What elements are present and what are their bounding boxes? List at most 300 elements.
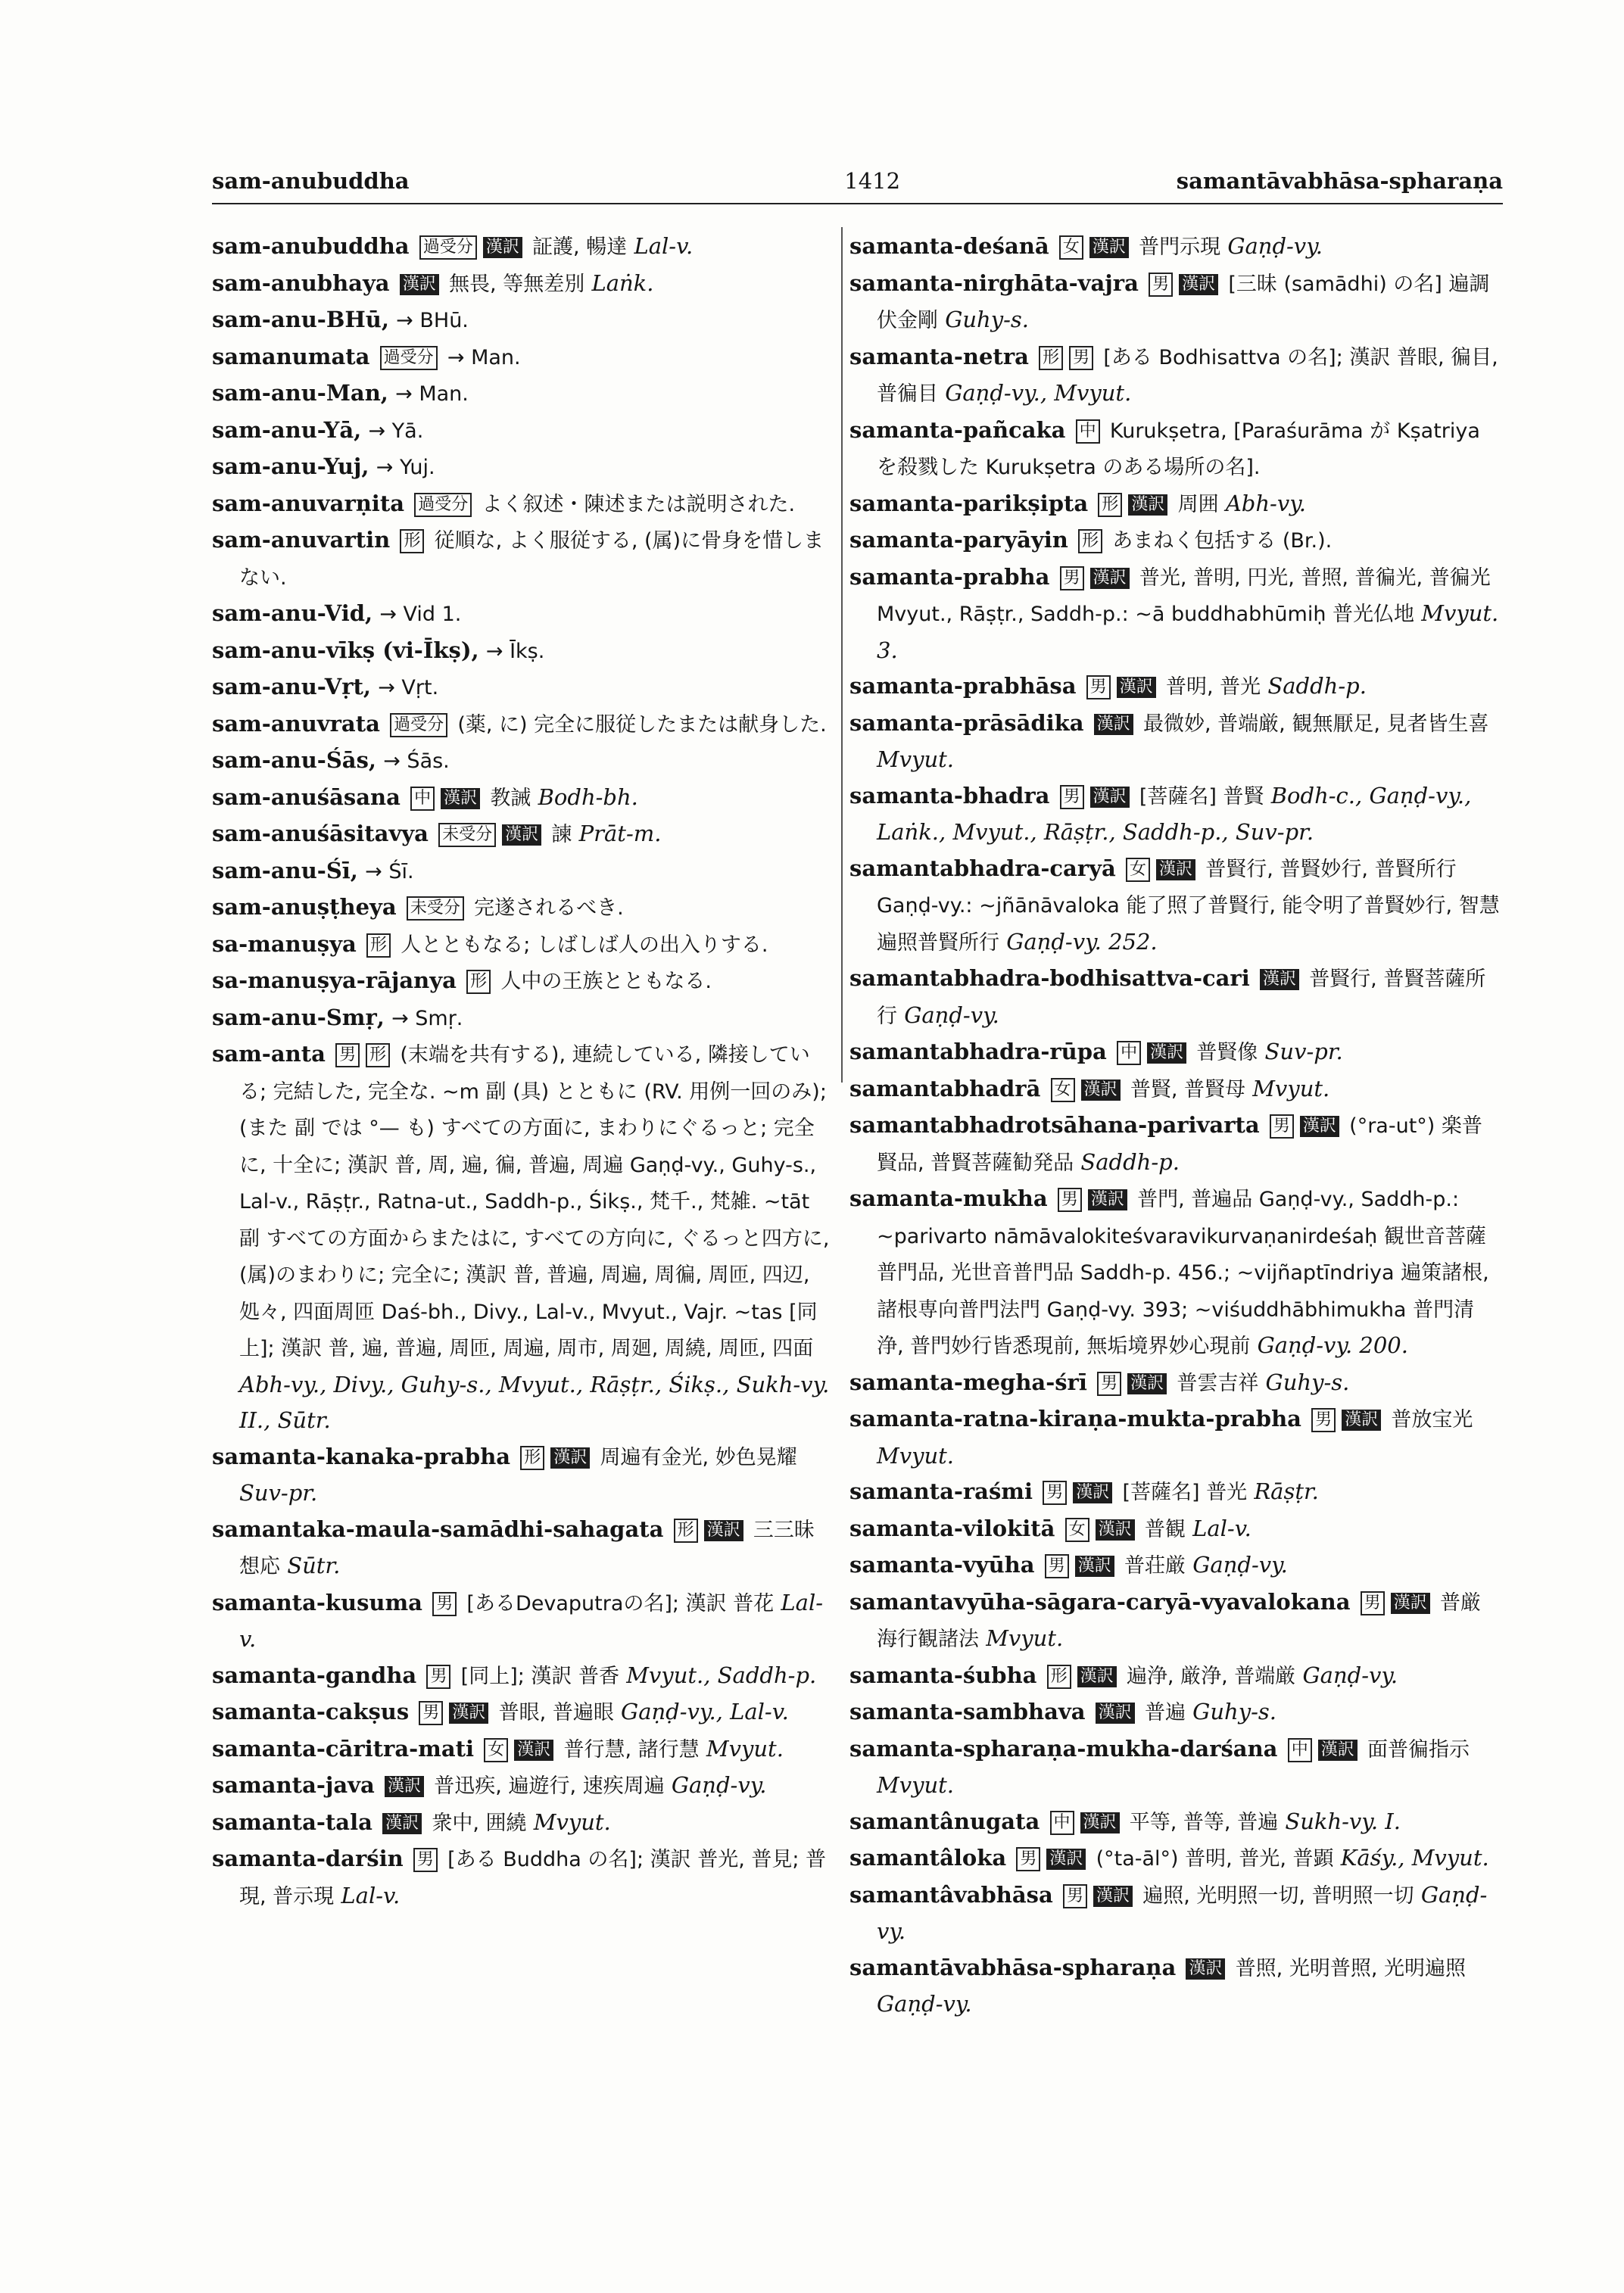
grammar-label: 中: [1076, 419, 1100, 444]
grammar-label: 形: [366, 933, 391, 958]
dictionary-entry: [849, 413, 1501, 486]
grammar-label: 男: [419, 1701, 443, 1725]
definition: Kurukṣetra, [Paraśurāma が Kṣatriya を殺戮した Kurukṣetra のある場所の名].: [877, 419, 1480, 479]
headword: samantāvabhāsa-spharaṇa: [849, 1954, 1177, 1980]
definition: 完遂されるべき.: [474, 896, 624, 920]
grammar-label: 男: [1311, 1408, 1336, 1432]
dictionary-entry: [212, 1658, 833, 1695]
definition: 普雲吉祥: [1177, 1371, 1259, 1395]
definition: → Yuj.: [376, 456, 435, 479]
headword: samanta-deśanā: [849, 233, 1049, 259]
running-head: [212, 168, 1503, 194]
headword: sam-anubuddha: [212, 233, 410, 259]
header-rule: [212, 203, 1503, 204]
definition: 平等, 普等, 普遍: [1129, 1810, 1279, 1834]
headword: sam-anuśāsitavya: [212, 821, 429, 846]
definition: 無畏, 等無差別: [449, 272, 585, 296]
dictionary-entry: [849, 778, 1501, 851]
dictionary-entry: [849, 1034, 1501, 1071]
source-citation: Mvyut.: [533, 1809, 611, 1835]
headword: sam-anu-Man,: [212, 380, 388, 406]
definition: 面普徧指示: [1367, 1737, 1470, 1762]
grammar-label: 男: [1016, 1847, 1040, 1871]
grammar-label: 男: [1270, 1114, 1294, 1139]
headword: sam-anu-Yuj,: [212, 453, 369, 479]
dictionary-entry: [849, 961, 1501, 1034]
grammar-label: 中: [1050, 1811, 1074, 1835]
definition: 普門示現: [1139, 235, 1221, 259]
definition: [同上]; 漢訳 普香: [460, 1664, 620, 1688]
translation-tag: 漢訳: [704, 1520, 743, 1541]
dictionary-entry: [849, 229, 1501, 266]
grammar-label: 中: [410, 787, 435, 811]
definition: → Vid 1.: [379, 603, 462, 626]
definition: 教誡: [490, 786, 531, 810]
headword: sam-anu-Śī,: [212, 857, 358, 883]
grammar-label: 男: [1058, 1188, 1082, 1212]
headword: sa-manuṣya-rājanya: [212, 967, 457, 993]
running-head-left: sam-anubuddha: [212, 168, 410, 194]
headword: samanta-kusuma: [212, 1589, 422, 1615]
grammar-label: 女: [1051, 1078, 1075, 1102]
source-citation: Mvyut.: [877, 746, 955, 772]
grammar-label: 形: [520, 1446, 544, 1470]
source-citation: Mvyut.: [706, 1735, 784, 1762]
headword: samanta-megha-śrī: [849, 1369, 1087, 1395]
source-citation: Mvyut.: [986, 1625, 1064, 1651]
grammar-label: 過受分: [419, 235, 477, 260]
source-citation: Guhy-s.: [945, 307, 1030, 332]
headword: samanta-ratna-kiraṇa-mukta-prabha: [849, 1406, 1301, 1432]
source-citation: Kāśy., Mvyut.: [1340, 1845, 1489, 1871]
definition: → Īkṣ.: [485, 639, 545, 663]
definition: 諫: [551, 823, 572, 846]
source-citation: Gaṇḍ-vy.: [904, 1002, 999, 1028]
definition: → Smṛ.: [391, 1006, 463, 1030]
translation-tag: 漢訳: [1300, 1116, 1339, 1137]
grammar-label: 男: [1097, 1372, 1121, 1396]
definition: [菩薩名] 普賢: [1139, 784, 1264, 808]
definition: 最微妙, 普端厳, 観無厭足, 見者皆生喜: [1143, 712, 1489, 736]
dictionary-entry: [849, 1511, 1501, 1548]
definition: 遍浄, 厳浄, 普端厳: [1126, 1664, 1296, 1688]
grammar-label: 女: [1126, 858, 1150, 882]
running-head-right: samantāvabhāsa-spharaṇa: [1176, 168, 1503, 194]
translation-tag: 漢訳: [1081, 1080, 1121, 1101]
headword: samanta-raśmi: [849, 1478, 1033, 1504]
source-citation: Lal-v.: [239, 1589, 824, 1652]
translation-tag: 漢訳: [1117, 677, 1156, 698]
definition: (末端を共有する), 連続している, 隣接している; 完結した, 完全な. ~m 副 (具) とともに (RV. 用例一回のみ); (また 副 では °— も) すべての方面に, まわりにぐるっと; 完全に, 十全に; 漢訳 普, 周, 遍, 徧, 普遍, 周遍 Gaṇḍ-vy., Guhy-s., Lal-v., Rāṣṭr., Ratna-ut., Saddh-p., Śikṣ., 梵千., 梵雑. ~tāt 副 すべての方面からまたはに, すべての方向に, ぐるっと四方に, (属)のまわりに; 完全に; 漢訳 普, 普遍, 周遍, 周徧, 周匝, 四辺, 処々, 四面周匝 Daś-bh., Divy., Lal-v., Mvyut., Vajr. ~tas [同上]; 漢訳 普, 遍, 普遍, 周匝, 周遍, 周市, 周廻, 周繞, 周匝, 四面: [239, 1043, 830, 1360]
dictionary-entry: [212, 780, 833, 817]
translation-tag: 漢訳: [514, 1740, 553, 1761]
headword: samanta-vyūha: [849, 1552, 1035, 1578]
definition: 普賢行, 普賢妙行, 普賢所行 Gaṇḍ-vy.: ~jñānāvaloka 能了照了普賢行, 能令明了普賢妙行, 智慧遍照普賢所行: [877, 857, 1500, 955]
source-citation: Prāt-m.: [578, 821, 662, 846]
headword: samanta-śubha: [849, 1662, 1037, 1688]
translation-tag: 漢訳: [1127, 1373, 1167, 1394]
headword: samantabhadrā: [849, 1075, 1041, 1101]
definition: 普迅疾, 遍遊行, 速疾周遍: [434, 1774, 665, 1798]
dictionary-entry: [212, 413, 833, 450]
headword: samanta-netra: [849, 343, 1029, 369]
dictionary-entry: [849, 1474, 1501, 1511]
translation-tag: 漢訳: [1073, 1482, 1112, 1503]
dictionary-entry: [849, 851, 1501, 961]
definition: 普明, 普光: [1165, 675, 1261, 699]
grammar-label: 男: [1060, 785, 1084, 809]
dictionary-entry: [212, 963, 833, 1000]
grammar-label: 女: [1059, 235, 1083, 260]
source-citation: Gaṇḍ-vy.: [1227, 233, 1323, 259]
translation-tag: 漢訳: [385, 1776, 424, 1797]
source-citation: Gaṇḍ-vy.: [877, 1881, 1488, 1944]
dictionary-entry: [212, 449, 833, 486]
translation-tag: 漢訳: [1147, 1042, 1186, 1064]
column-divider: [841, 227, 843, 1083]
headword: sam-anu-Vṛt,: [212, 674, 371, 699]
headword: sam-anubhaya: [212, 269, 390, 296]
definition: 普遍: [1144, 1701, 1186, 1724]
left-column: [212, 229, 833, 1914]
dictionary-entry: [212, 1731, 833, 1768]
headword: sam-anuvrata: [212, 710, 380, 737]
dictionary-entry: [849, 1694, 1501, 1731]
headword: sam-anu-Śās,: [212, 747, 376, 773]
dictionary-entry: [212, 266, 833, 303]
dictionary-entry: [849, 1365, 1501, 1402]
grammar-label: 未受分: [438, 823, 496, 847]
grammar-label: 男: [1361, 1591, 1385, 1615]
headword: samanta-prabha: [849, 563, 1050, 590]
source-citation: Mvyut.: [877, 1442, 955, 1469]
grammar-label: 男: [413, 1848, 438, 1872]
headword: samantaka-maula-samādhi-sahagata: [212, 1516, 664, 1542]
headword: samanta-vilokitā: [849, 1515, 1055, 1541]
dictionary-entry: [849, 1108, 1501, 1181]
dictionary-entry: [212, 302, 833, 339]
definition: [あるDevaputraの名]; 漢訳 普花: [466, 1591, 775, 1615]
source-citation: Saddh-p.: [1080, 1148, 1180, 1175]
definition: 人とともなる; しばしば人の出入りする.: [401, 933, 768, 957]
definition: 普荘厳: [1124, 1554, 1186, 1578]
definition: 三三昧想応: [239, 1518, 815, 1578]
source-citation: Bodh-c., Gaṇḍ-vy., Laṅk., Mvyut., Rāṣṭr., Saddh-p., Suv-pr.: [877, 782, 1472, 845]
headword: samanta-prabhāsa: [849, 673, 1077, 699]
translation-tag: 漢訳: [1128, 494, 1167, 516]
definition: 普賢像: [1196, 1041, 1258, 1064]
headword: samanta-pañcaka: [849, 416, 1066, 443]
dictionary-entry: [849, 1731, 1501, 1804]
translation-tag: 漢訳: [449, 1703, 488, 1724]
translation-tag: 漢訳: [1186, 1958, 1225, 1980]
grammar-label: 男: [426, 1665, 450, 1689]
translation-tag: 漢訳: [550, 1447, 590, 1469]
definition: 普観: [1144, 1517, 1186, 1541]
source-citation: Guhy-s.: [1265, 1369, 1350, 1395]
source-citation: Mvyut.: [877, 1772, 955, 1798]
source-citation: Lal-v.: [634, 233, 694, 259]
source-citation: Laṅk.: [591, 269, 654, 296]
headword: samanta-nirghāta-vajra: [849, 269, 1139, 296]
grammar-label: 形: [1098, 493, 1122, 517]
grammar-label: 男: [432, 1592, 457, 1616]
grammar-label: 男: [1149, 273, 1173, 297]
dictionary-entry: [212, 1841, 833, 1914]
source-citation: Gaṇḍ-vy.: [671, 1772, 767, 1798]
definition: → Man.: [395, 382, 469, 406]
headword: samantavyūha-sāgara-caryā-vyavalokana: [849, 1588, 1351, 1615]
dictionary-entry: [212, 1768, 833, 1805]
grammar-label: 形: [1047, 1665, 1071, 1689]
dictionary-entry: [849, 1401, 1501, 1474]
headword: samanta-java: [212, 1772, 375, 1798]
translation-tag: 漢訳: [1391, 1593, 1430, 1614]
headword: sam-anu-Smṛ,: [212, 1004, 385, 1030]
translation-tag: 漢訳: [1260, 969, 1299, 990]
grammar-label: 過受分: [390, 713, 447, 737]
headword: samanta-gandha: [212, 1662, 417, 1688]
grammar-label: 形: [466, 970, 491, 994]
dictionary-entry: [849, 1658, 1501, 1695]
headword: sam-anuvarṇita: [212, 490, 405, 516]
source-citation: Suv-pr.: [239, 1480, 318, 1506]
translation-tag: 漢訳: [1080, 1812, 1120, 1833]
dictionary-entry: [212, 1805, 833, 1842]
headword: samantâloka: [849, 1845, 1007, 1871]
translation-tag: 漢訳: [1088, 1189, 1127, 1210]
definition: 証護, 暢達: [532, 235, 628, 259]
definition: → Man.: [447, 345, 521, 369]
source-citation: Gaṇḍ-vy., Lal-v.: [621, 1699, 789, 1724]
headword: samanta-kanaka-prabha: [212, 1443, 511, 1469]
dictionary-entry: [849, 559, 1501, 669]
translation-tag: 漢訳: [1156, 859, 1195, 880]
grammar-label: 男: [1063, 1884, 1087, 1908]
translation-tag: 漢訳: [1318, 1740, 1357, 1761]
definition: 普賢行, 普賢菩薩所行: [877, 967, 1486, 1028]
headword: samanumata: [212, 343, 370, 369]
source-citation: Lal-v.: [1192, 1515, 1252, 1541]
headword: samantabhadra-caryā: [849, 855, 1116, 881]
translation-tag: 漢訳: [1075, 1556, 1114, 1577]
source-citation: Rāṣṭr.: [1254, 1478, 1319, 1504]
dictionary-entry: [212, 743, 833, 780]
definition: [菩薩名] 普光: [1122, 1481, 1248, 1504]
dictionary-entry: [212, 927, 833, 964]
translation-tag: 漢訳: [1090, 568, 1130, 589]
dictionary-entry: [849, 266, 1501, 339]
source-citation: Lal-v.: [341, 1882, 401, 1908]
grammar-label: 女: [1065, 1518, 1089, 1542]
definition: 周囲: [1177, 492, 1219, 516]
dictionary-entry: [212, 486, 833, 523]
definition: 普光, 普明, 円光, 普照, 普徧光, 普徧光 Mvyut., Rāṣṭr., Saddh-p.: ~ā buddhabhūmiḥ 普光仏地: [877, 565, 1491, 626]
grammar-label: 中: [1117, 1041, 1141, 1065]
grammar-label: 女: [484, 1738, 508, 1762]
definition: 従順な, よく服従する, (属)に骨身を惜しまない.: [239, 529, 824, 590]
dictionary-entry: [212, 522, 833, 596]
headword: sam-anu-Vid,: [212, 600, 373, 626]
translation-tag: 漢訳: [1093, 1886, 1133, 1907]
headword: samanta-parikṣipta: [849, 490, 1089, 516]
headword: samanta-paryāyin: [849, 527, 1068, 553]
headword: sam-anu-Yā,: [212, 416, 362, 443]
right-column: [849, 229, 1501, 2023]
definition: 周遍有金光, 妙色晃耀: [600, 1445, 797, 1469]
definition: (薬, に) 完全に服従したまたは献身した.: [457, 712, 827, 737]
headword: samanta-cakṣus: [212, 1699, 410, 1724]
dictionary-entry: [849, 339, 1501, 413]
dictionary-entry: [212, 853, 833, 890]
dictionary-entry: [849, 486, 1501, 523]
headword: samanta-prāsādika: [849, 709, 1084, 736]
definition: 普賢, 普賢母: [1130, 1077, 1246, 1101]
translation-tag: 漢訳: [1342, 1410, 1381, 1431]
source-citation: Gaṇḍ-vy.: [877, 1991, 972, 2017]
headword: samantabhadrotsāhana-parivarta: [849, 1112, 1260, 1138]
grammar-label: 形: [366, 1043, 390, 1067]
translation-tag: 漢訳: [441, 788, 480, 809]
translation-tag: 漢訳: [1046, 1849, 1086, 1870]
translation-tag: 漢訳: [1089, 237, 1129, 258]
source-citation: Mvyut. 3.: [877, 600, 1499, 663]
translation-tag: 漢訳: [1090, 787, 1130, 808]
grammar-label: 男: [1086, 675, 1111, 699]
dictionary-entry: [849, 522, 1501, 559]
translation-tag: 漢訳: [1094, 714, 1133, 735]
definition: 衆中, 囲繞: [432, 1811, 527, 1835]
grammar-label: 形: [1078, 529, 1102, 553]
headword: sam-anuṣṭheya: [212, 894, 397, 920]
source-citation: Sukh-vy. I.: [1285, 1808, 1401, 1834]
headword: sam-anu-BHū,: [212, 307, 389, 332]
headword: samanta-sambhava: [849, 1699, 1086, 1724]
dictionary-entry: [212, 889, 833, 927]
dictionary-entry: [849, 1840, 1501, 1877]
dictionary-entry: [212, 816, 833, 853]
source-citation: Bodh-bh.: [538, 784, 638, 810]
dictionary-entry: [849, 668, 1501, 706]
headword: sam-anuvartin: [212, 527, 391, 553]
source-citation: Gaṇḍ-vy.: [1192, 1552, 1288, 1578]
source-citation: Suv-pr.: [1264, 1039, 1343, 1064]
dictionary-entry: [212, 633, 833, 670]
headword: samanta-darśin: [212, 1846, 404, 1871]
translation-tag: 漢訳: [400, 274, 439, 295]
headword: samantabhadra-rūpa: [849, 1039, 1107, 1064]
translation-tag: 漢訳: [502, 824, 541, 846]
headword: samantânugata: [849, 1808, 1040, 1834]
headword: samanta-cāritra-mati: [212, 1735, 475, 1762]
definition: 普照, 光明普照, 光明遍照: [1235, 1956, 1467, 1980]
dictionary-entry: [212, 339, 833, 376]
source-citation: Gaṇḍ-vy.: [1302, 1662, 1398, 1688]
translation-tag: 漢訳: [483, 237, 522, 258]
definition: (°ra-ut°) 楽普賢品, 普賢菩薩勧発品: [877, 1114, 1482, 1175]
source-citation: Saddh-p.: [1267, 673, 1367, 699]
definition: [三昧 (samādhi) の名] 遍調伏金剛: [877, 272, 1490, 332]
grammar-label: 形: [674, 1519, 698, 1543]
grammar-label: 男: [335, 1043, 360, 1067]
definition: あまねく包括する (Br.).: [1112, 529, 1333, 553]
source-citation: Gaṇḍ-vy. 200.: [1257, 1332, 1408, 1358]
source-citation: Gaṇḍ-vy., Mvyut.: [945, 380, 1132, 406]
dictionary-entry: [212, 669, 833, 706]
source-citation: Gaṇḍ-vy. 252.: [1006, 928, 1158, 955]
headword: samanta-spharaṇa-mukha-darśana: [849, 1735, 1278, 1762]
definition: [ある Buddha の名]; 漢訳 普光, 普見; 普現, 普示現: [239, 1848, 827, 1908]
headword: samanta-mukha: [849, 1185, 1048, 1211]
source-citation: Mvyut.: [1252, 1075, 1330, 1101]
definition: → Śās.: [383, 749, 450, 773]
headword: samanta-bhadra: [849, 782, 1050, 808]
dictionary-entry: [212, 1694, 833, 1731]
definition: 普放宝光: [1391, 1408, 1473, 1432]
dictionary-entry: [212, 1000, 833, 1037]
definition: → Vṛt.: [378, 676, 439, 699]
definition: 人中の王族とともなる.: [500, 970, 712, 993]
definition: → BHū.: [396, 309, 469, 332]
headword: sam-anu-vīkṣ (vi-Īkṣ),: [212, 637, 479, 663]
definition: → Yā.: [368, 419, 424, 443]
translation-tag: 漢訳: [1096, 1519, 1135, 1541]
headword: samantabhadra-bodhisattva-cari: [849, 965, 1250, 991]
definition: 普眼, 普遍眼: [498, 1701, 614, 1724]
dictionary-entry: [212, 706, 833, 743]
dictionary-entry: [212, 1585, 833, 1658]
definition: 普行慧, 諸行慧: [563, 1737, 700, 1762]
grammar-label: 過受分: [380, 346, 438, 370]
dictionary-entry: [849, 1804, 1501, 1841]
dictionary-entry: [212, 1512, 833, 1585]
grammar-label: 過受分: [414, 493, 472, 517]
dictionary-entry: [212, 1439, 833, 1512]
grammar-label: 男: [1069, 346, 1093, 370]
definition: (°ta-āl°) 普明, 普光, 普顕: [1096, 1847, 1334, 1871]
headword: sam-anuśāsana: [212, 784, 401, 810]
grammar-label: 形: [400, 529, 424, 553]
dictionary-entry: [849, 1950, 1501, 2023]
definition: [ある Bodhisattva の名]; 漢訳 普眼, 徧目, 普徧目: [877, 345, 1498, 406]
source-citation: Abh-vy., Divy., Guhy-s., Mvyut., Rāṣṭr., Śikṣ., Sukh-vy. II., Sūtr.: [239, 1371, 830, 1433]
definition: 普門, 普遍品 Gaṇḍ-vy., Saddh-p.: ~parivarto nāmāvalokiteśvaravikurvaṇanirdeśaḥ 観世音菩薩普門品, 光世音普門品 Saddh-p. 456.; ~vijñaptīndriya 遍策諸根, 諸根専向普門法門 Gaṇḍ-vy. 393; ~viśuddhābhimukha 普門清浄, 普門妙行皆悉現前, 無垢境界妙心現前: [877, 1188, 1489, 1358]
dictionary-entry: [849, 1181, 1501, 1365]
translation-tag: 漢訳: [382, 1813, 422, 1834]
grammar-label: 中: [1288, 1738, 1312, 1762]
dictionary-entry: [849, 1071, 1501, 1108]
translation-tag: 漢訳: [1077, 1666, 1117, 1687]
dictionary-entry: [212, 1036, 833, 1439]
grammar-label: 形: [1039, 346, 1063, 370]
dictionary-entry: [212, 596, 833, 633]
translation-tag: 漢訳: [1096, 1703, 1135, 1724]
source-citation: Mvyut., Saddh-p.: [626, 1662, 817, 1688]
definition: → Śī.: [365, 859, 414, 883]
dictionary-entry: [212, 229, 833, 266]
dictionary-entry: [849, 1547, 1501, 1584]
dictionary-entry: [212, 375, 833, 413]
source-citation: Sūtr.: [287, 1553, 341, 1578]
definition: 遍照, 光明照一切, 普明照一切: [1142, 1883, 1414, 1908]
dictionary-entry: [849, 706, 1501, 778]
grammar-label: 男: [1060, 566, 1084, 590]
headword: samantâvabhāsa: [849, 1881, 1053, 1908]
grammar-label: 男: [1043, 1481, 1067, 1505]
grammar-label: 男: [1045, 1554, 1069, 1578]
headword: samanta-tala: [212, 1809, 372, 1835]
definition: 普厳海行観諸法: [877, 1590, 1481, 1651]
